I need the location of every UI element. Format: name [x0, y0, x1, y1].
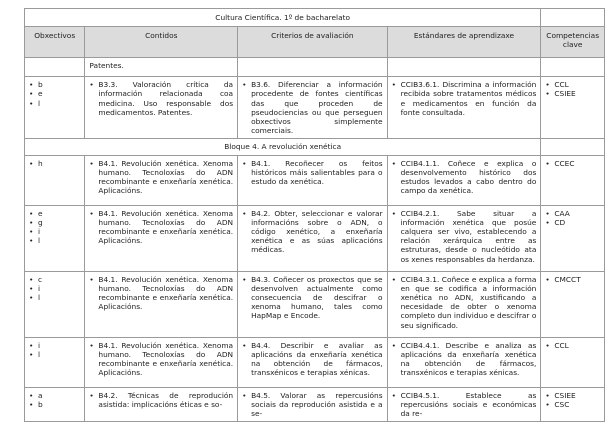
- obxectivos-cell: [25, 205, 85, 271]
- estandar-item: • CCIB4.4.1. Describe e analiza as aplicacións da enxeñaría xenética na obtención de fármacos, transxénicos e terapias xénicas.: [392, 341, 537, 378]
- competencias-cell: [541, 387, 605, 422]
- obxectivo-item: • c: [29, 275, 80, 284]
- estandar-item: • CCIB4.3.1. Coñece e explica a forma en que se codifica a información xenética no ADN, xustificando a necesidade de obter o xenoma completo dun individuo e descifrar o seu significado.: [392, 275, 537, 330]
- obxectivos-cell: [25, 77, 85, 139]
- estandares-cell: [387, 58, 541, 77]
- table-row: [25, 337, 605, 387]
- criterio-item: • B4.2. Obter, seleccionar e valorar informacións sobre o ADN, o código xenético, a enxeñaría xenética e as súas aplicacións médicas.: [242, 209, 382, 255]
- competencias-cell: [541, 271, 605, 337]
- competencias-cell: [541, 155, 605, 205]
- contidos-cell: [85, 337, 238, 387]
- table-row: [25, 271, 605, 337]
- contidos-cell: [85, 155, 238, 205]
- table-row: [25, 58, 605, 77]
- table-row: [25, 155, 605, 205]
- estandares-cell: [387, 387, 541, 422]
- block-heading-row: [25, 139, 605, 155]
- block-heading: Bloque 4. A revolución xenética: [25, 139, 541, 155]
- obxectivos-cell: [25, 58, 85, 77]
- obxectivo-item: • a: [29, 391, 80, 400]
- criterios-cell: [238, 155, 387, 205]
- curriculum-table: [24, 8, 605, 422]
- obxectivos-cell: [25, 271, 85, 337]
- contidos-cell: [85, 387, 238, 422]
- obxectivo-item: • l: [29, 236, 80, 245]
- contido-item: • B4.1. Revolución xenética. Xenoma humano. Tecnoloxías do ADN recombinante e enxeñaría xenética. Aplicacións.: [89, 275, 233, 312]
- table-title-empty-cell: [541, 9, 605, 27]
- criterios-cell: [238, 77, 387, 139]
- competencia-item: • CD: [545, 218, 600, 227]
- estandar-item: • CCIB4.1.1. Coñece e explica o desenvolvemento histórico dos estudos levados a cabo dentro do campo da xenética.: [392, 159, 537, 196]
- estandar-item: • CCIB4.5.1. Establece as repercusións sociais e económicas da re-: [392, 391, 537, 419]
- contidos-cell: [85, 271, 238, 337]
- criterios-cell: [238, 58, 387, 77]
- criterio-item: • B4.1. Recoñecer os feitos históricos máis salientables para o estudo da xenética.: [242, 159, 382, 187]
- contido-item: • B4.1. Revolución xenética. Xenoma humano. Tecnoloxías do ADN recombinante e enxeñaría xenética. Aplicacións.: [89, 341, 233, 378]
- curriculum-table-page: [24, 8, 605, 422]
- header-criterios: Criterios de avaliación: [238, 27, 387, 58]
- competencia-item: • CSC: [545, 400, 600, 409]
- competencias-cell: [541, 58, 605, 77]
- contidos-cell: [85, 77, 238, 139]
- obxectivo-item: • l: [29, 99, 80, 108]
- criterio-item: • B4.5. Valorar as repercusións sociais da reprodución asistida e a se-: [242, 391, 382, 419]
- obxectivo-item: • i: [29, 227, 80, 236]
- header-competencias: Competencias clave: [541, 27, 605, 58]
- obxectivo-item: • l: [29, 293, 80, 302]
- contidos-cell: [85, 205, 238, 271]
- obxectivo-item: • b: [29, 400, 80, 409]
- table-row: [25, 205, 605, 271]
- competencias-cell: [541, 205, 605, 271]
- obxectivo-item: • e: [29, 89, 80, 98]
- header-contidos: Contidos: [85, 27, 238, 58]
- obxectivos-cell: [25, 155, 85, 205]
- obxectivo-item: • i: [29, 284, 80, 293]
- competencias-cell: [541, 337, 605, 387]
- criterios-cell: [238, 387, 387, 422]
- obxectivos-cell: [25, 387, 85, 422]
- contido-item: • B4.1. Revolución xenética. Xenoma humano. Tecnoloxías do ADN recombinante e enxeñaría xenética. Aplicacións.: [89, 159, 233, 196]
- criterio-item: • B4.4. Describir e avaliar as aplicacións da enxeñaría xenética na obtención de fármacos, transxénicos e terapias xénicas.: [242, 341, 382, 378]
- table-row: [25, 387, 605, 422]
- competencia-item: • CSIEE: [545, 391, 600, 400]
- table-title: Cultura Científica. 1º de bacharelato: [25, 9, 541, 27]
- obxectivo-item: • h: [29, 159, 80, 168]
- obxectivo-item: • g: [29, 218, 80, 227]
- estandares-cell: [387, 205, 541, 271]
- estandares-cell: [387, 155, 541, 205]
- header-obxectivos: Obxectivos: [25, 27, 85, 58]
- criterios-cell: [238, 205, 387, 271]
- criterio-item: • B4.3. Coñecer os proxectos que se desenvolven actualmente como consecuencia de descifrar o xenoma humano, tales como HapMap e Encode.: [242, 275, 382, 321]
- criterios-cell: [238, 271, 387, 337]
- competencia-item: • CMCCT: [545, 275, 600, 284]
- competencia-item: • CSIEE: [545, 89, 600, 98]
- contido-item: • B4.2. Técnicas de reprodución asistida: implicacións éticas e so-: [89, 391, 233, 409]
- obxectivo-item: • b: [29, 80, 80, 89]
- estandares-cell: [387, 271, 541, 337]
- obxectivos-cell: [25, 337, 85, 387]
- contido-item: • B4.1. Revolución xenética. Xenoma humano. Tecnoloxías do ADN recombinante e enxeñaría xenética. Aplicacións.: [89, 209, 233, 246]
- criterio-item: • B3.6. Diferenciar a información procedente de fontes científicas das que proceden de pseudociencias ou que perseguen obxectivos simplemente comerciais.: [242, 80, 382, 135]
- estandares-cell: [387, 77, 541, 139]
- obxectivo-item: • i: [29, 341, 80, 350]
- criterios-cell: [238, 337, 387, 387]
- competencia-item: • CCL: [545, 341, 600, 350]
- competencias-cell: [541, 77, 605, 139]
- estandar-item: • CCIB3.6.1. Discrimina a información recibida sobre tratamentos médicos e medicamentos en función da fonte consultada.: [392, 80, 537, 117]
- table-row: [25, 77, 605, 139]
- obxectivo-item: • e: [29, 209, 80, 218]
- contido-item: • B3.3. Valoración crítica da información relacionada coa medicina. Uso responsable dos medicamentos. Patentes.: [89, 80, 233, 117]
- competencia-item: • CCL: [545, 80, 600, 89]
- competencia-item: • CCEC: [545, 159, 600, 168]
- table-header-row: [25, 27, 605, 58]
- header-estandares: Estándares de aprendizaxe: [387, 27, 541, 58]
- obxectivo-item: • l: [29, 350, 80, 359]
- competencia-item: • CAA: [545, 209, 600, 218]
- block-heading-empty-cell: [541, 139, 605, 155]
- estandares-cell: [387, 337, 541, 387]
- contidos-cell: Patentes.: [85, 58, 238, 77]
- table-title-row: [25, 9, 605, 27]
- estandar-item: • CCIB4.2.1. Sabe situar a información xenética que posúe calquera ser vivo, establecendo a relación xerárquica entre as estruturas, desde o nucleótido ata os xenes responsables da herdanza.: [392, 209, 537, 264]
